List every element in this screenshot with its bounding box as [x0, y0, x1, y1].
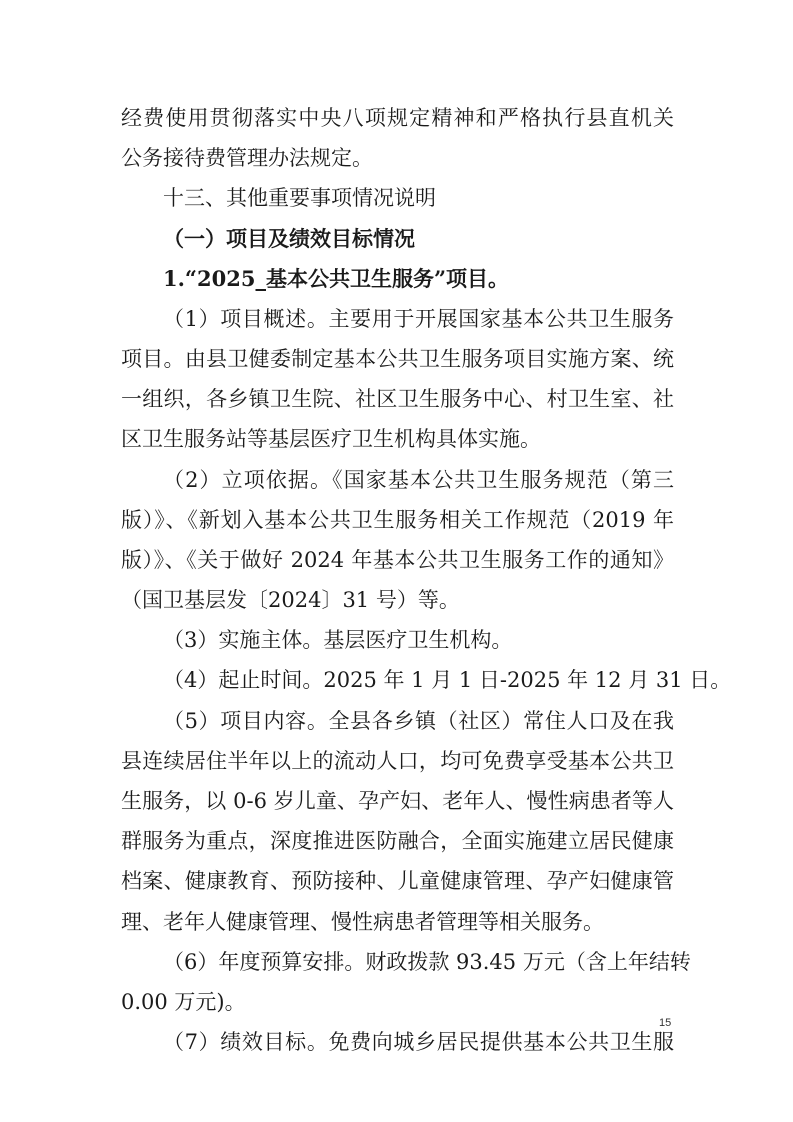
- paragraph-line: （3）实施主体。基层医疗卫生机构。: [163, 628, 513, 652]
- paragraph-line: （4）起止时间。2025 年 1 月 1 日-2025 年 12 月 31 日。: [163, 668, 732, 692]
- paragraph-line: 项目。由县卫健委制定基本公共卫生服务项目实施方案、统: [121, 347, 674, 371]
- paragraph-line: 区卫生服务站等基层医疗卫生机构具体实施。: [121, 427, 541, 451]
- subsection-heading: （一）项目及绩效目标情况: [163, 226, 415, 251]
- paragraph-line: 理、老年人健康管理、慢性病患者管理等相关服务。: [121, 910, 604, 934]
- paragraph-line: （2）立项依据。《国家基本公共卫生服务规范（第三: [163, 468, 674, 492]
- paragraph-line: 档案、健康教育、预防接种、儿童健康管理、孕产妇健康管: [121, 869, 674, 893]
- paragraph-line: 版）》、《关于做好 2024 年基本公共卫生服务工作的通知》: [121, 548, 674, 572]
- paragraph-line: （5）项目内容。全县各乡镇（社区）常住人口及在我: [163, 709, 674, 733]
- paragraph-line: （6）年度预算安排。财政拨款 93.45 万元（含上年结转: [163, 950, 691, 974]
- paragraph-line: 县连续居住半年以上的流动人口，均可免费享受基本公共卫: [121, 749, 674, 773]
- section-heading: 十三、其他重要事项情况说明: [163, 186, 436, 210]
- paragraph-line: （7）绩效目标。免费向城乡居民提供基本公共卫生服: [163, 1030, 674, 1054]
- paragraph-line: 版）》、《新划入基本公共卫生服务相关工作规范（2019 年: [121, 508, 674, 532]
- paragraph-line: （国卫基层发〔2024〕31 号）等。: [121, 588, 460, 612]
- paragraph-line: 经费使用贯彻落实中央八项规定精神和严格执行县直机关: [121, 106, 674, 130]
- page-number: 15: [659, 1017, 672, 1029]
- paragraph-line: 生服务，以 0-6 岁儿童、孕产妇、老年人、慢性病患者等人: [121, 789, 674, 813]
- project-heading: 1.“2025_基本公共卫生服务”项目。: [163, 266, 510, 291]
- paragraph-line: 群服务为重点，深度推进医防融合，全面实施建立居民健康: [121, 829, 674, 853]
- paragraph-line: （1）项目概述。主要用于开展国家基本公共卫生服务: [163, 307, 674, 331]
- paragraph-line: 公务接待费管理办法规定。: [121, 146, 373, 170]
- paragraph-line: 一组织，各乡镇卫生院、社区卫生服务中心、村卫生室、社: [121, 387, 674, 411]
- paragraph-line: 0.00 万元)。: [121, 990, 246, 1014]
